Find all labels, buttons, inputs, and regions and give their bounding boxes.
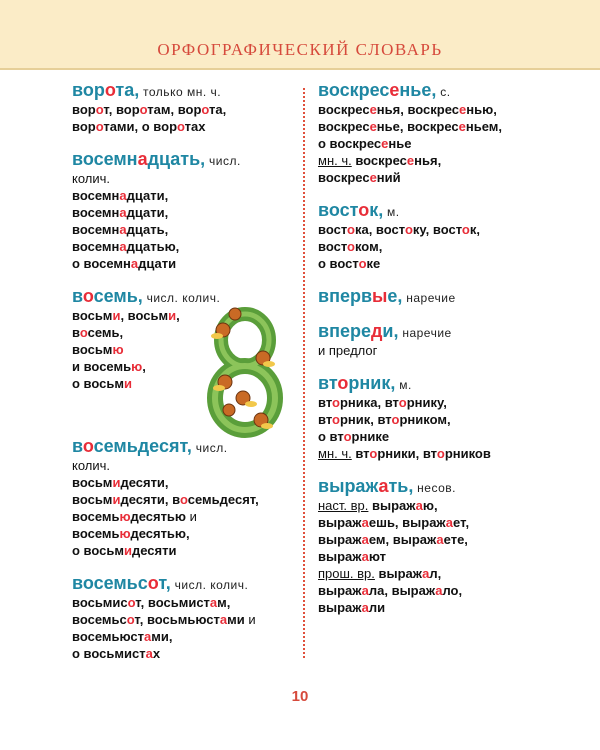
word-part: вт bbox=[318, 395, 333, 410]
word-part: дцать, bbox=[147, 149, 206, 169]
stress-vowel: о bbox=[347, 222, 355, 237]
word-part: вор bbox=[72, 102, 96, 117]
word-form-line bbox=[318, 169, 548, 186]
word-part: вт bbox=[351, 446, 370, 461]
word-part: воскрес bbox=[318, 102, 370, 117]
word-part: выраж bbox=[318, 476, 379, 496]
page-number: 10 bbox=[291, 688, 309, 705]
word-part: впере bbox=[318, 321, 371, 341]
stress-vowel: а bbox=[422, 566, 430, 581]
word-part: и восемь bbox=[72, 359, 132, 374]
figure-eight-with-snails-icon bbox=[205, 300, 285, 440]
word-form-line bbox=[72, 204, 300, 221]
word-part: та, bbox=[209, 102, 227, 117]
word-part: ний bbox=[376, 170, 401, 185]
word-part: восемь bbox=[72, 526, 120, 541]
stress-vowel: о bbox=[104, 80, 116, 100]
page-title: ОРФОГРАФИЧЕСКИЙ СЛОВАРЬ bbox=[157, 40, 443, 59]
word-part: нья, воскрес bbox=[376, 102, 460, 117]
grammar-note: несов. bbox=[413, 481, 456, 495]
word-part: т, bbox=[158, 573, 171, 593]
word-part: , bbox=[176, 308, 180, 323]
stress-vowel: о bbox=[82, 286, 94, 306]
dictionary-entry bbox=[318, 80, 548, 186]
stress-vowel: о bbox=[332, 395, 340, 410]
word-part: рник, вт bbox=[339, 412, 392, 427]
word-part: восьм bbox=[72, 308, 113, 323]
grammar-note: числ. bbox=[205, 154, 241, 168]
dictionary-entry bbox=[318, 476, 548, 616]
word-part: ми, bbox=[151, 629, 173, 644]
headword bbox=[72, 149, 205, 169]
word-part: в bbox=[72, 286, 83, 306]
grammar-label: мн. ч. bbox=[318, 446, 352, 461]
dictionary-entry bbox=[72, 80, 300, 135]
headword bbox=[318, 200, 383, 220]
stress-vowel: ю bbox=[112, 342, 124, 357]
word-part: рники, вт bbox=[377, 446, 437, 461]
word-part: восемн bbox=[72, 239, 120, 254]
word-form-line bbox=[72, 221, 300, 238]
word-part: рником, bbox=[399, 412, 451, 427]
dictionary-entry bbox=[72, 149, 300, 272]
word-form-line bbox=[72, 645, 300, 662]
headword bbox=[318, 373, 395, 393]
word-part: десятью, bbox=[130, 526, 190, 541]
word-part: о вост bbox=[318, 256, 359, 271]
word-form-line bbox=[72, 508, 300, 525]
grammar-label: и bbox=[189, 509, 197, 524]
grammar-label: и предлог bbox=[318, 343, 378, 358]
word-part: семьдесят, bbox=[187, 492, 259, 507]
grammar-label: колич. bbox=[72, 458, 111, 473]
word-part: воскрес bbox=[318, 170, 370, 185]
stress-vowel: о bbox=[358, 200, 370, 220]
column-divider bbox=[303, 88, 305, 658]
dictionary-entry bbox=[318, 200, 548, 272]
word-part: вост bbox=[318, 239, 348, 254]
word-part: семьдесят, bbox=[93, 436, 192, 456]
word-part: дцатью, bbox=[126, 239, 180, 254]
word-part: восемьюст bbox=[72, 629, 145, 644]
stress-vowel: о bbox=[201, 102, 210, 117]
word-part: выраж bbox=[318, 549, 362, 564]
word-part: ньем, bbox=[465, 119, 503, 134]
stress-vowel: а bbox=[361, 532, 369, 547]
dictionary-entry bbox=[72, 573, 300, 662]
grammar-label: и bbox=[248, 612, 256, 627]
grammar-label: наст. вр. bbox=[318, 498, 369, 513]
word-form-line bbox=[72, 628, 300, 645]
headword bbox=[72, 80, 139, 100]
word-part: к, bbox=[369, 200, 384, 220]
stress-vowel: е bbox=[369, 170, 377, 185]
word-part: ли bbox=[368, 600, 386, 615]
word-part: рнику, bbox=[406, 395, 447, 410]
stress-vowel: о bbox=[436, 446, 445, 461]
word-part: ет, bbox=[453, 515, 470, 530]
word-part: восьм bbox=[72, 475, 113, 490]
entry-head bbox=[72, 573, 300, 594]
entry-head bbox=[318, 476, 548, 497]
word-part: , bbox=[142, 359, 146, 374]
stress-vowel: и bbox=[168, 308, 177, 323]
word-part: о вт bbox=[318, 429, 344, 444]
word-form-line bbox=[318, 255, 548, 272]
word-part: выраж bbox=[318, 515, 362, 530]
word-form-line bbox=[318, 118, 548, 135]
word-part: нье bbox=[388, 136, 412, 151]
grammar-note: числ. колич. bbox=[142, 291, 221, 305]
page-header bbox=[0, 0, 600, 70]
word-part: м, bbox=[217, 595, 231, 610]
stress-vowel: а bbox=[445, 515, 454, 530]
word-part: вор bbox=[72, 119, 96, 134]
grammar-label: прош. вр. bbox=[318, 566, 375, 581]
word-form-line bbox=[72, 611, 300, 628]
stress-vowel: а bbox=[119, 222, 127, 237]
word-form-line bbox=[72, 474, 300, 491]
stress-vowel: а bbox=[219, 612, 228, 627]
stress-vowel: о bbox=[369, 446, 378, 461]
stress-vowel: о bbox=[337, 373, 349, 393]
stress-vowel: а bbox=[361, 515, 369, 530]
word-part: выраж bbox=[318, 532, 362, 547]
word-form-line bbox=[72, 187, 300, 204]
stress-vowel: о bbox=[139, 102, 148, 117]
word-form-line bbox=[318, 342, 548, 359]
grammar-note: только мн. ч. bbox=[139, 85, 222, 99]
word-part: восемн bbox=[72, 222, 120, 237]
entry-head bbox=[318, 373, 548, 394]
word-part: ю, bbox=[422, 498, 438, 513]
stress-vowel: д bbox=[370, 321, 383, 341]
word-part: ло, bbox=[442, 583, 463, 598]
word-part: к, bbox=[469, 222, 480, 237]
stress-vowel: а bbox=[119, 239, 127, 254]
word-part: вт bbox=[318, 412, 333, 427]
word-form-line bbox=[318, 101, 548, 118]
word-part: выраж bbox=[368, 498, 416, 513]
word-part: нью, bbox=[466, 102, 497, 117]
word-part: семь, bbox=[87, 325, 124, 340]
word-part: т, восьмист bbox=[135, 595, 210, 610]
stress-vowel: а bbox=[435, 583, 443, 598]
stress-vowel: е bbox=[406, 153, 415, 168]
stress-vowel: о bbox=[391, 412, 400, 427]
word-part: восемь bbox=[72, 509, 120, 524]
grammar-label: мн. ч. bbox=[318, 153, 352, 168]
stress-vowel: о bbox=[398, 395, 407, 410]
word-part: восемьс bbox=[72, 573, 148, 593]
headword bbox=[318, 80, 436, 100]
stress-vowel: е bbox=[381, 136, 389, 151]
word-part: восьмис bbox=[72, 595, 128, 610]
grammar-note: наречие bbox=[402, 291, 456, 305]
word-form-line bbox=[318, 221, 548, 238]
word-part: нье, воскрес bbox=[376, 119, 459, 134]
stress-vowel: о bbox=[95, 119, 104, 134]
word-part: воскрес bbox=[351, 153, 407, 168]
dictionary-entry bbox=[318, 373, 548, 462]
stress-vowel: а bbox=[361, 549, 369, 564]
headword bbox=[318, 476, 413, 496]
word-form-line bbox=[318, 394, 548, 411]
stress-vowel: а bbox=[145, 646, 153, 661]
word-form-line bbox=[318, 599, 548, 616]
dictionary-entry bbox=[72, 436, 300, 559]
word-part: рник, bbox=[348, 373, 396, 393]
stress-vowel: ы bbox=[372, 286, 388, 306]
right-column bbox=[318, 80, 548, 628]
stress-vowel: и bbox=[112, 475, 121, 490]
word-part: восемьс bbox=[72, 612, 127, 627]
entry-head bbox=[72, 149, 300, 170]
stress-vowel: а bbox=[119, 188, 127, 203]
word-part: ка, вост bbox=[354, 222, 405, 237]
word-part: вт bbox=[318, 373, 338, 393]
word-part: вперв bbox=[318, 286, 373, 306]
word-part: рников bbox=[444, 446, 491, 461]
stress-vowel: о bbox=[127, 595, 136, 610]
stress-vowel: е bbox=[459, 102, 467, 117]
word-form-line bbox=[318, 514, 548, 531]
stress-vowel: о bbox=[79, 325, 88, 340]
word-part: воскрес bbox=[318, 80, 390, 100]
word-form-line bbox=[318, 497, 548, 514]
stress-vowel: о bbox=[343, 429, 352, 444]
word-part: тах bbox=[184, 119, 206, 134]
word-part: та, bbox=[115, 80, 140, 100]
word-part: десяти, в bbox=[120, 492, 180, 507]
word-part: т, восьмьюст bbox=[134, 612, 220, 627]
stress-vowel: е bbox=[369, 102, 377, 117]
stress-vowel: и bbox=[112, 492, 121, 507]
word-form-line bbox=[318, 445, 548, 462]
word-part: ем, выраж bbox=[368, 532, 437, 547]
word-part: х bbox=[152, 646, 161, 661]
stress-vowel: ю bbox=[119, 509, 131, 524]
entry-head bbox=[318, 200, 548, 221]
stress-vowel: а bbox=[137, 149, 148, 169]
stress-vowel: о bbox=[461, 222, 470, 237]
stress-vowel: а bbox=[130, 256, 139, 271]
word-part: в bbox=[72, 325, 80, 340]
grammar-note: м. bbox=[395, 378, 412, 392]
dictionary-entry bbox=[318, 286, 548, 307]
word-form-line bbox=[318, 531, 548, 548]
word-form-line bbox=[72, 101, 300, 118]
word-part: о воскрес bbox=[318, 136, 382, 151]
word-form-line bbox=[72, 542, 300, 559]
stress-vowel: а bbox=[436, 532, 444, 547]
word-form-line bbox=[318, 135, 548, 152]
stress-vowel: о bbox=[358, 256, 367, 271]
word-part: десяти, bbox=[120, 475, 169, 490]
word-part: выраж bbox=[318, 583, 362, 598]
stress-vowel: и bbox=[123, 376, 132, 391]
word-form-line bbox=[318, 152, 548, 169]
stress-vowel: о bbox=[95, 102, 104, 117]
word-form-line bbox=[72, 594, 300, 611]
word-part: восемн bbox=[72, 205, 120, 220]
grammar-label: колич. bbox=[72, 171, 111, 186]
entry-head bbox=[72, 80, 300, 101]
word-form-line bbox=[72, 238, 300, 255]
stress-vowel: а bbox=[209, 595, 218, 610]
word-part: рнике bbox=[351, 429, 390, 444]
word-form-line bbox=[318, 582, 548, 599]
word-form-line bbox=[72, 491, 300, 508]
stress-vowel: о bbox=[126, 612, 135, 627]
grammar-note: числ. колич. bbox=[170, 578, 249, 592]
word-part: дцати bbox=[138, 256, 177, 271]
word-part: в bbox=[72, 436, 83, 456]
word-part: восьм bbox=[72, 492, 113, 507]
stress-vowel: ю bbox=[119, 526, 131, 541]
word-part: ла, выраж bbox=[368, 583, 436, 598]
word-part: , восьм bbox=[120, 308, 169, 323]
stress-vowel: ю bbox=[131, 359, 143, 374]
stress-vowel: о bbox=[404, 222, 413, 237]
grammar-note: наречие bbox=[398, 326, 452, 340]
grammar-note: числ. bbox=[191, 441, 228, 455]
stress-vowel: а bbox=[378, 476, 389, 496]
stress-vowel: о bbox=[82, 436, 94, 456]
word-part: семь, bbox=[93, 286, 143, 306]
word-form-line bbox=[72, 255, 300, 272]
word-form-line bbox=[318, 565, 548, 582]
dictionary-entry bbox=[318, 321, 548, 359]
word-part: тами, о вор bbox=[103, 119, 178, 134]
word-part: о восьм bbox=[72, 543, 124, 558]
stress-vowel: а bbox=[119, 205, 127, 220]
word-part: вор bbox=[72, 80, 105, 100]
headword bbox=[318, 286, 402, 306]
word-form-line bbox=[318, 238, 548, 255]
entry-head bbox=[318, 80, 548, 101]
word-part: десятью bbox=[130, 509, 190, 524]
stress-vowel: а bbox=[361, 600, 369, 615]
entry-head bbox=[318, 286, 548, 307]
word-form-line bbox=[318, 411, 548, 428]
word-part: нья, bbox=[414, 153, 442, 168]
word-part: восемн bbox=[72, 149, 138, 169]
word-part: десяти bbox=[131, 543, 177, 558]
stress-vowel: о bbox=[177, 119, 185, 134]
word-part: и, bbox=[382, 321, 399, 341]
stress-vowel: о bbox=[147, 573, 159, 593]
stress-vowel: о bbox=[179, 492, 188, 507]
stress-vowel: е bbox=[369, 119, 377, 134]
word-part: выраж bbox=[374, 566, 423, 581]
word-part: дцати, bbox=[126, 205, 169, 220]
word-part: восьм bbox=[72, 342, 113, 357]
word-part: л, bbox=[429, 566, 442, 581]
stress-vowel: и bbox=[112, 308, 121, 323]
word-part: дцати, bbox=[126, 188, 169, 203]
word-part: воскрес bbox=[318, 119, 370, 134]
headword bbox=[72, 573, 171, 593]
stress-vowel: а bbox=[415, 498, 423, 513]
word-part: ете, bbox=[443, 532, 468, 547]
word-part: восемн bbox=[72, 188, 120, 203]
word-part: вост bbox=[318, 222, 348, 237]
word-part: т, вор bbox=[103, 102, 140, 117]
stress-vowel: а bbox=[361, 583, 369, 598]
word-part: о восьмист bbox=[72, 646, 146, 661]
stress-vowel: и bbox=[123, 543, 132, 558]
word-part: там, вор bbox=[147, 102, 202, 117]
stress-vowel: е bbox=[389, 80, 400, 100]
word-part: ку, вост bbox=[412, 222, 462, 237]
stress-vowel: е bbox=[458, 119, 466, 134]
word-part: дцать, bbox=[126, 222, 169, 237]
headword bbox=[318, 321, 398, 341]
word-part: нье, bbox=[399, 80, 437, 100]
word-part: ми bbox=[227, 612, 249, 627]
word-part: е, bbox=[387, 286, 403, 306]
word-form-line bbox=[72, 457, 300, 474]
word-part: ть, bbox=[388, 476, 414, 496]
word-part: ке bbox=[366, 256, 381, 271]
headword bbox=[72, 286, 143, 306]
word-part: рника, вт bbox=[339, 395, 399, 410]
word-part: ешь, выраж bbox=[368, 515, 446, 530]
word-part: ют bbox=[368, 549, 387, 564]
word-form-line bbox=[318, 428, 548, 445]
word-part: выраж bbox=[318, 600, 362, 615]
stress-vowel: о bbox=[347, 239, 355, 254]
word-part: вост bbox=[318, 200, 359, 220]
headword bbox=[72, 436, 192, 456]
word-part: ком, bbox=[354, 239, 383, 254]
word-form-line bbox=[72, 525, 300, 542]
word-form-line bbox=[72, 170, 300, 187]
word-part: о восьм bbox=[72, 376, 124, 391]
entry-head bbox=[318, 321, 548, 342]
grammar-note: с. bbox=[436, 85, 451, 99]
word-form-line bbox=[72, 118, 300, 135]
stress-vowel: а bbox=[144, 629, 152, 644]
stress-vowel: о bbox=[332, 412, 340, 427]
grammar-note: м. bbox=[383, 205, 400, 219]
word-part: о восемн bbox=[72, 256, 131, 271]
word-form-line bbox=[318, 548, 548, 565]
